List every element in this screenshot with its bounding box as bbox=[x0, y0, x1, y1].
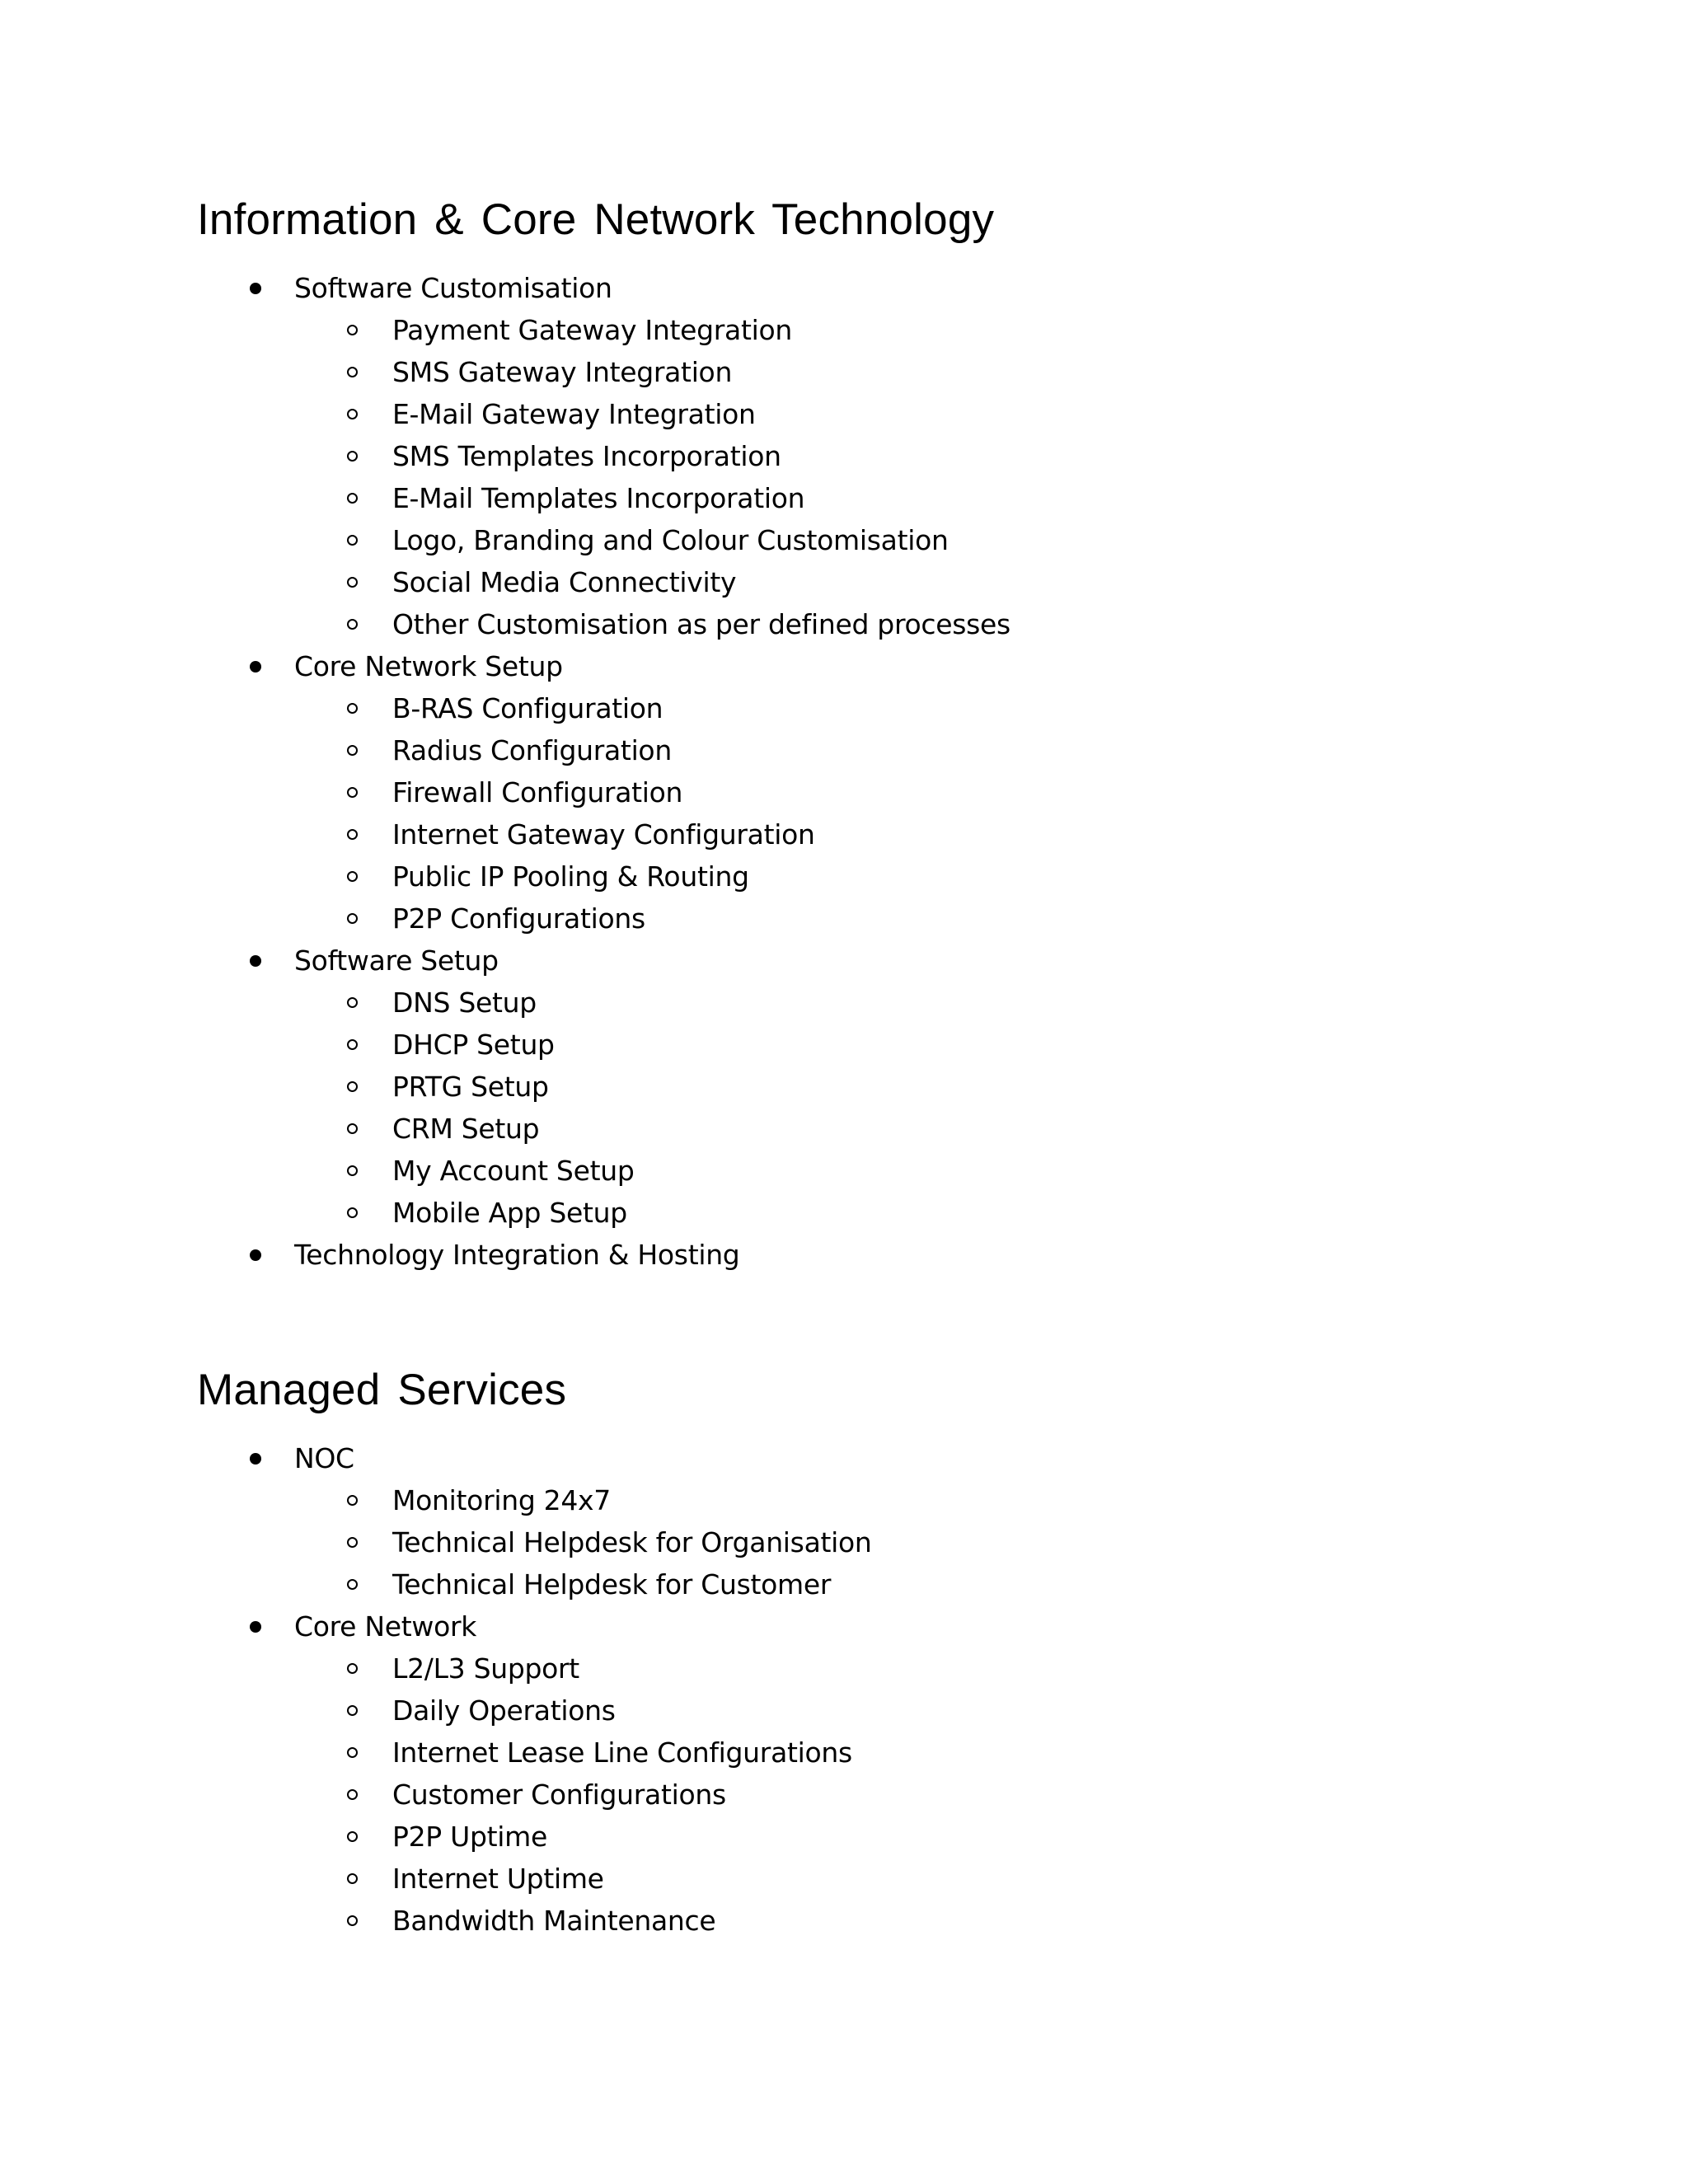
sub-list-item bbox=[197, 855, 1516, 898]
sub-list-item bbox=[197, 1521, 1516, 1563]
sub-list-item-label: B-RAS Configuration bbox=[392, 692, 663, 724]
sub-list-item bbox=[197, 1479, 1516, 1521]
list-item bbox=[197, 1605, 1516, 1647]
filled-bullet-icon bbox=[250, 1249, 261, 1261]
list-item-label: Technology Integration & Hosting bbox=[294, 1239, 740, 1271]
bullet-list bbox=[197, 267, 1516, 1276]
list-item-label: Core Network Setup bbox=[294, 650, 563, 682]
list-item bbox=[197, 940, 1516, 982]
hollow-bullet-icon bbox=[347, 451, 358, 462]
sub-list-item bbox=[197, 687, 1516, 729]
sub-list-item bbox=[197, 477, 1516, 519]
sub-list-item-label: E-Mail Templates Incorporation bbox=[392, 482, 805, 514]
sub-list-item-label: SMS Templates Incorporation bbox=[392, 440, 781, 472]
sub-list-item-label: Internet Gateway Configuration bbox=[392, 818, 815, 851]
list-item-label: Software Customisation bbox=[294, 272, 612, 304]
sub-list-item bbox=[197, 1900, 1516, 1942]
sub-list-item-label: Internet Lease Line Configurations bbox=[392, 1736, 852, 1769]
sub-list-item-label: L2/L3 Support bbox=[392, 1652, 579, 1685]
sub-list-item-label: Monitoring 24x7 bbox=[392, 1484, 611, 1516]
sub-list-item-label: Customer Configurations bbox=[392, 1779, 726, 1811]
sub-list-item-label: Technical Helpdesk for Organisation bbox=[392, 1526, 872, 1558]
sub-list-item-label: DHCP Setup bbox=[392, 1029, 555, 1061]
sub-list-item-label: Radius Configuration bbox=[392, 734, 672, 766]
sub-list-item-label: PRTG Setup bbox=[392, 1071, 549, 1103]
sub-list-item-label: DNS Setup bbox=[392, 987, 537, 1019]
hollow-bullet-icon bbox=[347, 619, 358, 630]
sub-list-item bbox=[197, 1150, 1516, 1192]
hollow-bullet-icon bbox=[347, 367, 358, 377]
sub-list-item bbox=[197, 1816, 1516, 1858]
sub-list-item bbox=[197, 1647, 1516, 1690]
filled-bullet-icon bbox=[250, 955, 261, 967]
filled-bullet-icon bbox=[250, 661, 261, 673]
sub-list-item-label: SMS Gateway Integration bbox=[392, 356, 733, 388]
list-item-label: Software Setup bbox=[294, 944, 499, 977]
filled-bullet-icon bbox=[250, 283, 261, 294]
section-heading: Information & Core Network Technology bbox=[197, 195, 995, 244]
sub-list-item bbox=[197, 1192, 1516, 1234]
sub-list-item bbox=[197, 729, 1516, 771]
sub-list-item bbox=[197, 1066, 1516, 1108]
sub-list-item-label: Payment Gateway Integration bbox=[392, 314, 792, 346]
sub-list-item-label: E-Mail Gateway Integration bbox=[392, 398, 756, 430]
list-item bbox=[197, 1234, 1516, 1276]
list-item bbox=[197, 267, 1516, 309]
sub-list-item bbox=[197, 1732, 1516, 1774]
hollow-bullet-icon bbox=[347, 1537, 358, 1548]
hollow-bullet-icon bbox=[347, 493, 358, 504]
heading-spacer bbox=[197, 251, 1516, 267]
sub-list-item bbox=[197, 771, 1516, 813]
filled-bullet-icon bbox=[250, 1621, 261, 1633]
sub-list-item-label: P2P Configurations bbox=[392, 902, 645, 935]
hollow-bullet-icon bbox=[347, 1123, 358, 1134]
sub-list-item-label: Bandwidth Maintenance bbox=[392, 1905, 716, 1937]
sub-list-item bbox=[197, 309, 1516, 351]
hollow-bullet-icon bbox=[347, 1831, 358, 1842]
bullet-list bbox=[197, 1437, 1516, 1942]
hollow-bullet-icon bbox=[347, 1081, 358, 1092]
sub-list-item bbox=[197, 1774, 1516, 1816]
sub-list-item bbox=[197, 393, 1516, 435]
hollow-bullet-icon bbox=[347, 703, 358, 714]
sub-list-item bbox=[197, 982, 1516, 1024]
hollow-bullet-icon bbox=[347, 871, 358, 882]
sub-list-item-label: Other Customisation as per defined processes bbox=[392, 608, 1010, 640]
hollow-bullet-icon bbox=[347, 1165, 358, 1176]
sub-list-item-label: CRM Setup bbox=[392, 1113, 540, 1145]
sub-list-item bbox=[197, 1563, 1516, 1605]
sub-list-item-label: My Account Setup bbox=[392, 1155, 635, 1187]
sub-list-item bbox=[197, 603, 1516, 645]
sub-list-item bbox=[197, 1858, 1516, 1900]
hollow-bullet-icon bbox=[347, 829, 358, 840]
sub-list-item bbox=[197, 435, 1516, 477]
sub-list-item-label: Public IP Pooling & Routing bbox=[392, 860, 749, 893]
sub-list-item-label: Mobile App Setup bbox=[392, 1197, 627, 1229]
sub-list-item-label: Firewall Configuration bbox=[392, 776, 683, 808]
heading-spacer bbox=[197, 1421, 1516, 1437]
hollow-bullet-icon bbox=[347, 787, 358, 798]
sub-list-item bbox=[197, 1690, 1516, 1732]
hollow-bullet-icon bbox=[347, 1915, 358, 1926]
section-information-core-network bbox=[197, 190, 1516, 1276]
hollow-bullet-icon bbox=[347, 1747, 358, 1758]
hollow-bullet-icon bbox=[347, 1579, 358, 1590]
sub-list-item bbox=[197, 898, 1516, 940]
filled-bullet-icon bbox=[250, 1453, 261, 1465]
list-item bbox=[197, 645, 1516, 687]
sub-list-item-label: Logo, Branding and Colour Customisation bbox=[392, 524, 949, 556]
sub-list-item-label: Daily Operations bbox=[392, 1694, 616, 1727]
sub-list-item-label: Internet Uptime bbox=[392, 1863, 604, 1895]
list-item-label: NOC bbox=[294, 1442, 354, 1474]
section-managed-services bbox=[197, 1360, 1516, 1942]
hollow-bullet-icon bbox=[347, 535, 358, 546]
hollow-bullet-icon bbox=[347, 1789, 358, 1800]
sub-list-item-label: Social Media Connectivity bbox=[392, 566, 737, 598]
hollow-bullet-icon bbox=[347, 745, 358, 756]
sub-list-item bbox=[197, 519, 1516, 561]
sub-list-item bbox=[197, 351, 1516, 393]
hollow-bullet-icon bbox=[347, 1207, 358, 1218]
hollow-bullet-icon bbox=[347, 1039, 358, 1050]
sub-list-item bbox=[197, 561, 1516, 603]
sub-list-item bbox=[197, 1108, 1516, 1150]
hollow-bullet-icon bbox=[347, 577, 358, 588]
list-item-label: Core Network bbox=[294, 1610, 477, 1643]
section-heading: Managed Services bbox=[197, 1366, 567, 1414]
hollow-bullet-icon bbox=[347, 997, 358, 1008]
sub-list-item-label: Technical Helpdesk for Customer bbox=[392, 1568, 832, 1601]
sub-list-item bbox=[197, 1024, 1516, 1066]
list-item bbox=[197, 1437, 1516, 1479]
hollow-bullet-icon bbox=[347, 409, 358, 419]
hollow-bullet-icon bbox=[347, 1873, 358, 1884]
hollow-bullet-icon bbox=[347, 1495, 358, 1506]
hollow-bullet-icon bbox=[347, 913, 358, 924]
hollow-bullet-icon bbox=[347, 325, 358, 335]
sub-list-item bbox=[197, 813, 1516, 855]
hollow-bullet-icon bbox=[347, 1663, 358, 1674]
sub-list-item-label: P2P Uptime bbox=[392, 1821, 547, 1853]
hollow-bullet-icon bbox=[347, 1705, 358, 1716]
